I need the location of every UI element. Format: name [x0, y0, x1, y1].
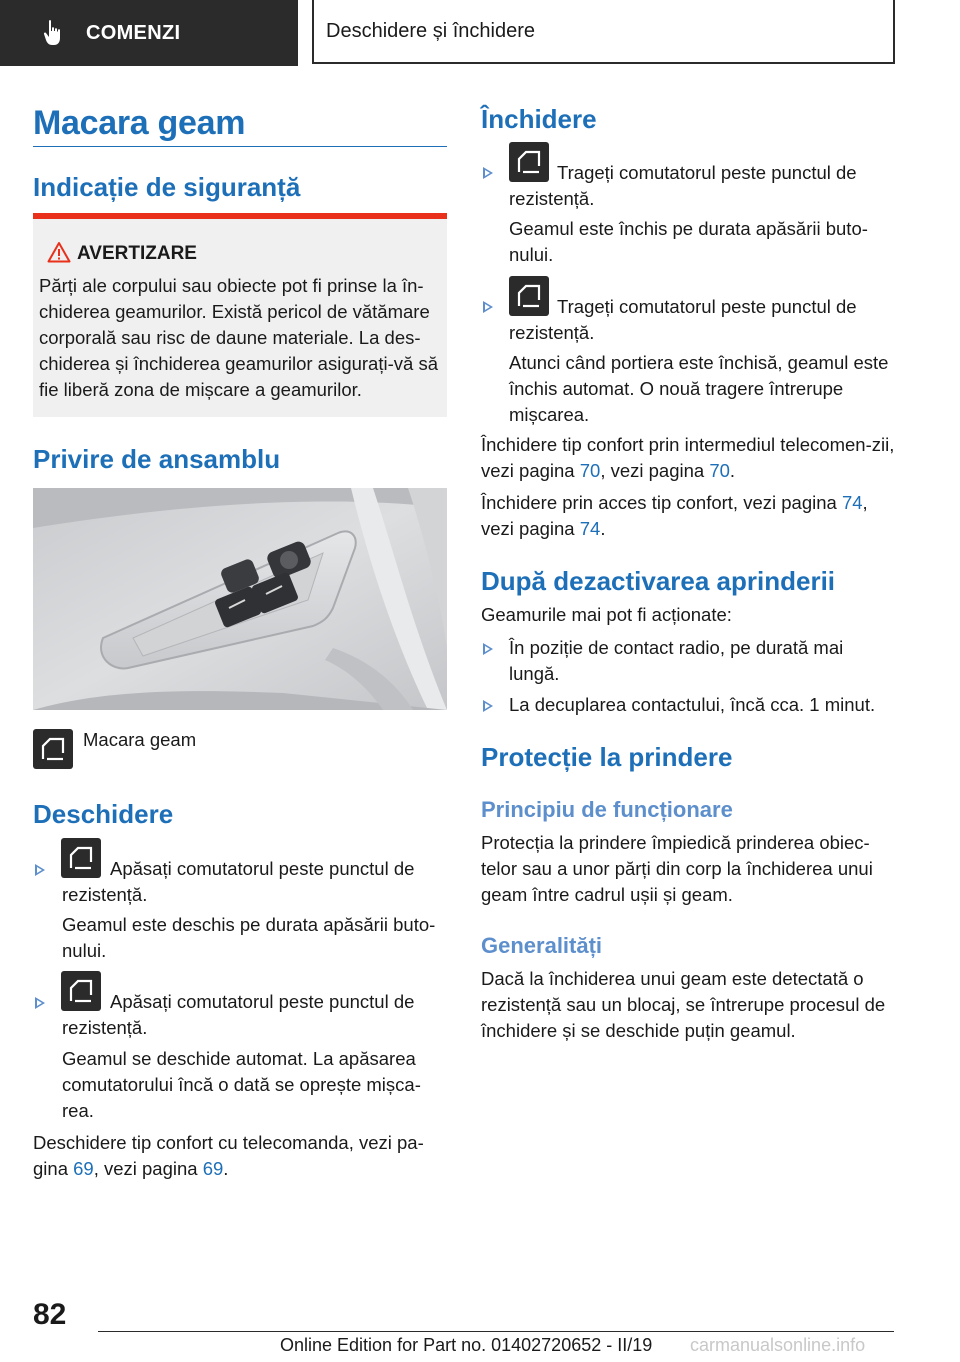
- pinch-protection-heading: Protecție la prindere: [481, 742, 733, 772]
- photo-caption: Macara geam: [83, 729, 197, 750]
- bullet-triangle-icon: [483, 700, 493, 712]
- section-tab-label: COMENZI: [86, 21, 181, 44]
- comfort-text: .: [223, 1158, 229, 1179]
- window-icon: [33, 729, 73, 769]
- access-text: Închidere prin acces tip confort, vezi pagina: [481, 492, 842, 513]
- closing-step-2-result: Atunci când portiera este închisă, geamul este închis automat. O nouă tragere întrerupe mișcarea.: [509, 352, 889, 425]
- bullet-triangle-icon: [483, 643, 493, 655]
- opening-heading: Deschidere: [33, 799, 174, 829]
- bullet-triangle-icon: [35, 997, 45, 1009]
- ignition-heading: După dezactivarea aprinderii: [481, 566, 836, 596]
- bullet-triangle-icon: [35, 864, 45, 876]
- remote-text: Închidere tip confort prin intermediul telecomen-zii, vezi pagina: [481, 434, 895, 481]
- opening-step-2-action: Apăsați comutatorul peste punctul de rezistență.: [62, 991, 415, 1038]
- page-title: Macara geam: [33, 104, 246, 142]
- chapter-title: Deschidere și închidere: [312, 0, 895, 64]
- comfort-text: Deschidere tip confort cu telecomanda, vezi pa-gina: [33, 1132, 424, 1179]
- pointing-hand-icon: [42, 19, 66, 47]
- opening-step-1-result: Geamul este deschis pe durata apăsării buto-nului.: [62, 914, 436, 961]
- remote-closing-text: [481, 432, 896, 484]
- warning-title: AVERTIZARE: [77, 243, 197, 264]
- warning-box: [33, 213, 447, 417]
- warning-text: Părți ale corpului sau obiecte pot fi prinse la în-chiderea geamurilor. Există pericol de vătămare corporală sau risc de daune materiale. La des-chiderea și închiderea geamurilor asigurați-vă să fie liberă zona de mișcare a geamurilor.: [39, 275, 438, 400]
- title-divider: [33, 146, 447, 147]
- comfort-text: , vezi pagina: [93, 1158, 203, 1179]
- safety-heading: Indicație de siguranță: [33, 172, 301, 202]
- page-link-69[interactable]: 69: [202, 1158, 224, 1179]
- page-link-70[interactable]: 70: [709, 460, 730, 481]
- footer-divider: [98, 1331, 894, 1332]
- closing-step-1-action: Trageți comutatorul peste punctul de rezistență.: [509, 162, 857, 209]
- bullet-triangle-icon: [483, 167, 493, 179]
- general-text: Dacă la închiderea unui geam este detectată o rezistență sau un blocaj, se întrerupe procesul de închidere și se deschide puțin geamul.: [481, 968, 886, 1041]
- page-link-69[interactable]: 69: [73, 1158, 94, 1179]
- ignition-item-1: În poziție de contact radio, pe durată mai lungă.: [509, 637, 844, 684]
- page-link-70[interactable]: 70: [579, 460, 601, 481]
- ignition-item-2: La decuplarea contactului, încă cca. 1 minut.: [509, 694, 876, 715]
- edition-text: Online Edition for Part no. 01402720652 - II/19: [280, 1335, 653, 1355]
- closing-heading: Închidere: [481, 104, 597, 134]
- closing-step-1-result: Geamul este închis pe durata apăsării buto-nului.: [509, 218, 868, 265]
- section-tab[interactable]: [0, 0, 298, 66]
- comfort-opening-text: [33, 1130, 447, 1182]
- principle-text: Protecția la prindere împiedică prinderea obiec-telor sau a unor părți din corp la închiderea unui geam între cadrul ușii și geam.: [481, 832, 873, 905]
- general-heading: Generalități: [481, 933, 603, 958]
- window-switch-photo: [33, 488, 447, 710]
- warning-triangle-icon: [47, 241, 71, 263]
- access-text: , vezi pagina: [481, 492, 868, 539]
- page-number: 82: [33, 1298, 67, 1331]
- bullet-triangle-icon: [483, 301, 493, 313]
- page-link-74[interactable]: 74: [579, 518, 601, 539]
- opening-step-1-action: Apăsați comutatorul peste punctul de rezistență.: [62, 858, 415, 905]
- access-text: .: [600, 518, 606, 539]
- closing-step-2-action: Trageți comutatorul peste punctul de rezistență.: [509, 296, 857, 343]
- access-closing-text: [481, 490, 896, 542]
- remote-text: .: [729, 460, 736, 481]
- ignition-intro: Geamurile mai pot fi acționate:: [481, 604, 732, 625]
- remote-text: , vezi pagina: [600, 460, 710, 481]
- overview-heading: Privire de ansamblu: [33, 444, 281, 474]
- page-link-74[interactable]: 74: [841, 492, 863, 513]
- watermark: carmanualsonline.info: [690, 1335, 866, 1355]
- principle-heading: Principiu de funcționare: [481, 797, 733, 822]
- opening-step-2-result: Geamul se deschide automat. La apăsarea comutatorului încă o dată se oprește mișca-rea.: [62, 1048, 421, 1121]
